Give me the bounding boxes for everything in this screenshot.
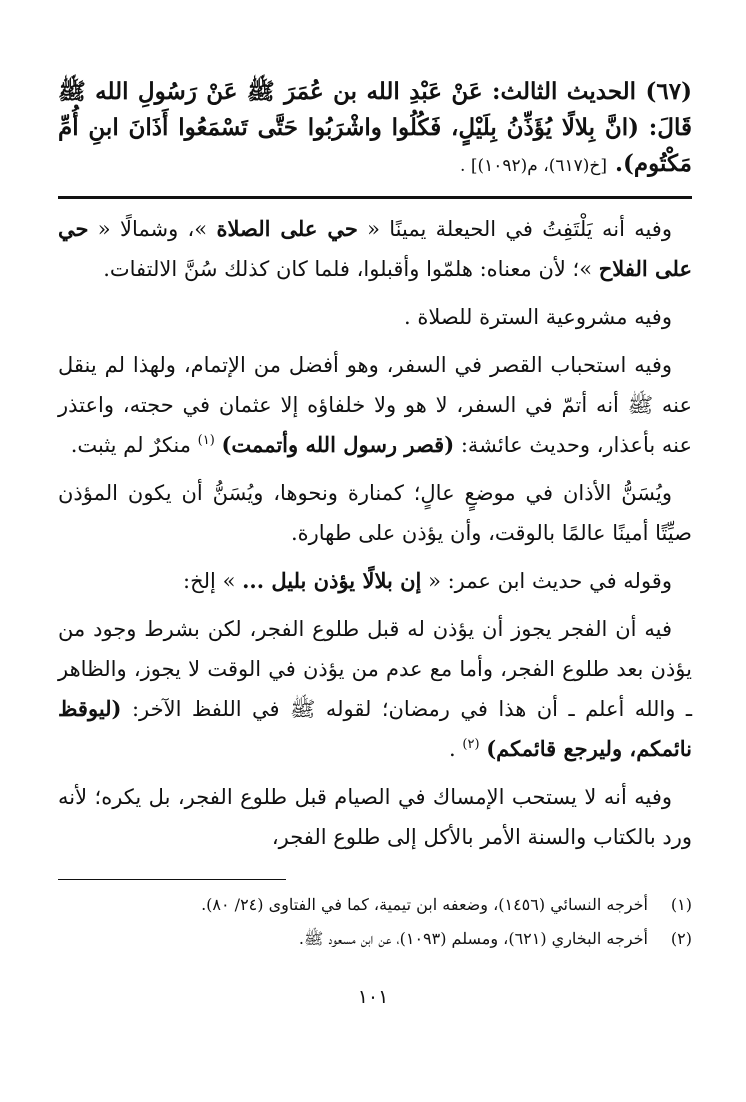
paragraph-text: وفيه مشروعية السترة للصلاة .: [404, 305, 672, 329]
footnote-1: [58, 888, 692, 922]
paragraph-qasr: [58, 345, 692, 465]
hadith-title: الحديث الثالث:: [491, 78, 637, 105]
paragraph-text: وفيه أنه يَلْتَفِتُ في الحيعلة يمينًا «: [357, 217, 672, 241]
footnote-text: أخرجه البخاري (٦٢١)، ومسلم (١٠٩٣)، عن ابن مسعود ﷺ.: [298, 929, 648, 948]
quoted-phrase: إن بلالًا يؤذن بليل ...: [242, 568, 422, 593]
paragraph-text: » إلخ:: [183, 569, 243, 593]
paragraph-text: وقوله في حديث ابن عمر: «: [421, 569, 672, 593]
footnote-2: [58, 922, 692, 956]
hadith-number: (٦٧): [645, 78, 692, 105]
hadith-text: قَالَ: (انَّ بِلالًا يُؤَذِّنُ بِلَيْلٍ، فَكُلُوا واشْرَبُوا حَتَّى تَسْمَعُوا أَذَانَ ابنِ أُمِّ مَكْتُوم).: [58, 114, 692, 177]
footnote-marker[interactable]: (٢): [462, 737, 480, 752]
footnote-text: أخرجه النسائي (١٤٥٦)، وضعفه ابن تيمية، كما في الفتاوى (٢٤/ ٨٠).: [201, 895, 648, 914]
footnote-number: (١): [670, 895, 692, 914]
paragraph-ibn-umar: [58, 561, 692, 601]
paragraph-imsak: [58, 777, 692, 857]
paragraph-text: وفيه أنه لا يستحب الإمساك في الصيام قبل طلوع الفجر، بل يكره؛ لأنه ورد بالكتاب والسنة الأمر بالأكل إلى طلوع الفجر،: [58, 785, 692, 849]
page-number: ١٠١: [357, 986, 389, 1008]
paragraph-text: وفيه استحباب القصر في السفر، وهو أفضل من الإتمام، ولهذا لم ينقل عنه ﷺ أنه أتمّ في السفر، لا هو ولا خلفاؤه إلا عثمان في حجته، واعتذر عنه بأعذار، وحديث عائشة:: [58, 353, 692, 457]
page-body: [58, 74, 692, 956]
hadith-block: [58, 74, 692, 184]
paragraph-text: »؛ لأن معناه: هلمّوا وأقبلوا، فلما كان كذلك سُنَّ الالتفات.: [103, 257, 599, 281]
quoted-phrase: حي على الفلاح: [58, 216, 692, 281]
paragraph-text: منكرٌ لم يثبت.: [70, 433, 198, 457]
header-divider: [58, 196, 692, 199]
hadith-reference: [خ(٦١٧)، م(١٠٩٢)] .: [460, 156, 607, 176]
quoted-phrase: (قصر رسول الله وأتممت): [221, 432, 455, 457]
paragraph-adhan: [58, 473, 692, 553]
hadith-chain: عَنْ عَبْدِ الله بن عُمَرَ ﷺ عَنْ رَسُولِ الله ﷺ: [58, 78, 483, 105]
paragraph-text: فيه أن الفجر يجوز أن يؤذن له قبل طلوع الفجر، لكن بشرط وجود من يؤذن بعد طلوع الفجر، وأما مع عدم من يؤذن في الوقت لا يجوز، والظاهر ـ والله أعلم ـ أن هذا في رمضان؛ لقوله ﷺ في اللفظ الآخر:: [58, 617, 692, 721]
footnote-number: (٢): [670, 929, 692, 948]
paragraph-text: ويُسَنُّ الأذان في موضعٍ عالٍ؛ كمنارة ونحوها، ويُسَنُّ أن يكون المؤذن صيِّتًا أمينًا عالمًا بالوقت، وأن يؤذن على طهارة.: [58, 481, 692, 545]
paragraph-iltifat: [58, 209, 692, 289]
paragraph-text: »، وشمالًا «: [88, 217, 217, 241]
paragraph-text: .: [449, 737, 463, 761]
paragraph-fajr: [58, 609, 692, 769]
paragraph-sutra: [58, 297, 692, 337]
footnote-divider: [58, 879, 286, 880]
footnote-marker[interactable]: (١): [197, 433, 215, 448]
quoted-phrase: (ليوقظ نائمكم، وليرجع قائمكم): [58, 696, 692, 761]
quoted-phrase: حي على الصلاة: [216, 216, 358, 241]
